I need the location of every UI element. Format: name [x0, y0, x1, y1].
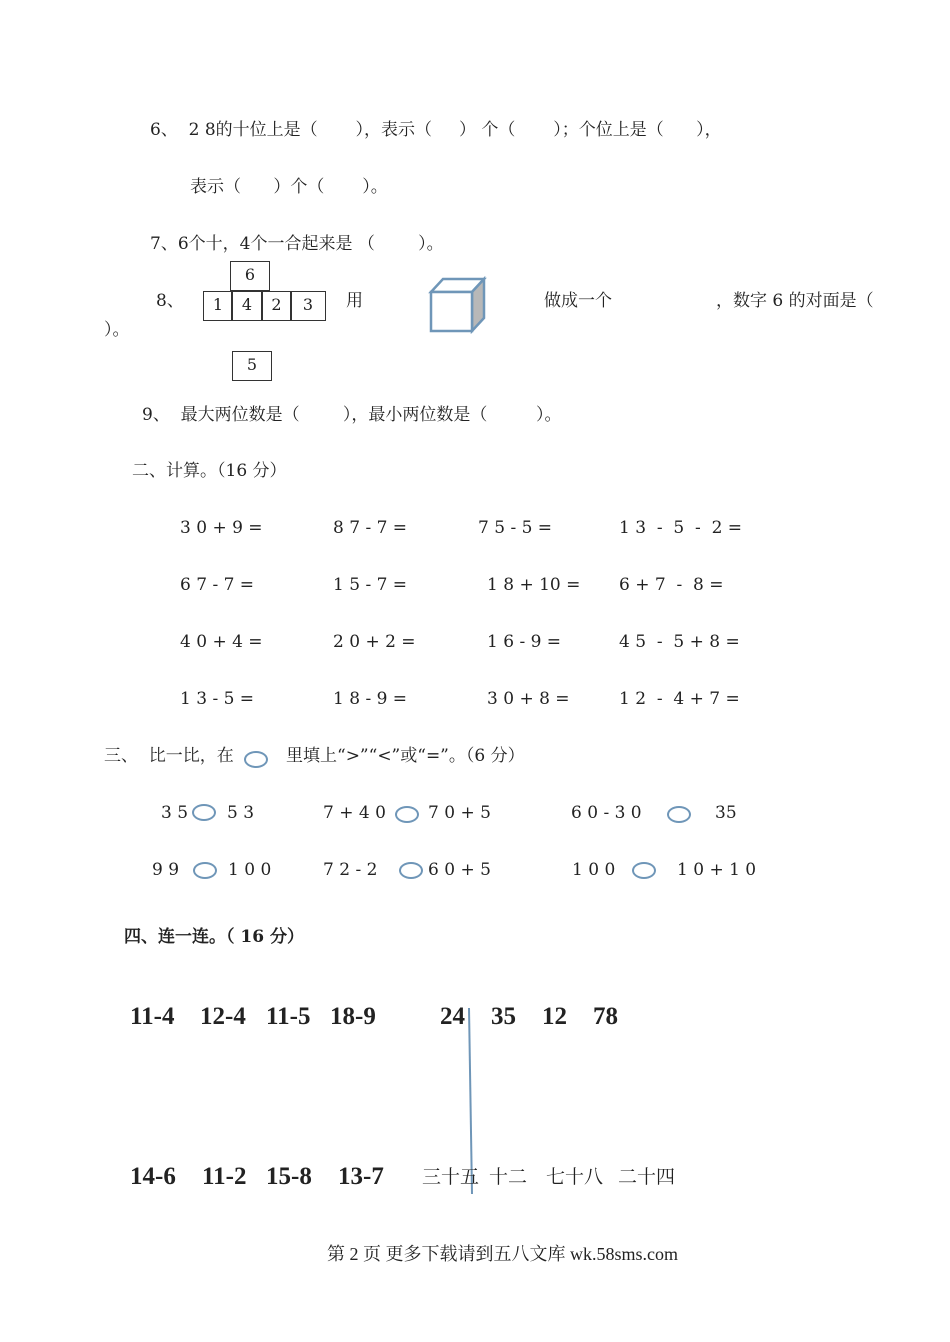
net-square-3: 2 — [261, 291, 292, 321]
compare-right: 7 0 + 5 — [428, 803, 491, 823]
match-expression: 12-4 — [200, 1003, 246, 1030]
compare-right: 5 3 — [227, 803, 255, 823]
question-7: 7、6个十，4个一合起来是 （ ）。 — [150, 234, 444, 254]
calc-item: 8 7 - 7 = — [333, 518, 408, 538]
section-3-title-a: 三、 比一比，在 — [104, 746, 234, 766]
match-number: 35 — [491, 1003, 516, 1030]
match-expression: 18-9 — [330, 1003, 376, 1030]
compare-circle[interactable] — [399, 862, 423, 879]
page-footer: 第 2 页 更多下载请到五八文库 wk.58sms.com — [327, 1244, 678, 1264]
match-expression: 11-5 — [266, 1003, 311, 1030]
calc-item: 1 3 - 5 - 2 = — [619, 518, 743, 538]
calc-item: 1 8 - 9 = — [333, 689, 408, 709]
cube-icon — [428, 276, 488, 334]
calc-item: 1 5 - 7 = — [333, 575, 408, 595]
match-number: 12 — [542, 1003, 567, 1030]
question-8-question: ，数字 6 的对面是（ — [716, 291, 874, 311]
compare-left: 9 9 — [152, 860, 180, 880]
net-square-top: 6 — [230, 261, 270, 291]
match-chinese-number: 二十四 — [618, 1166, 676, 1188]
net-square-2: 4 — [231, 291, 263, 321]
compare-left: 7 2 - 2 — [323, 860, 378, 880]
match-expression: 13-7 — [338, 1163, 384, 1190]
compare-right: 1 0 + 1 0 — [677, 860, 757, 880]
match-expression: 11-2 — [202, 1163, 247, 1190]
calc-item: 1 6 - 9 = — [487, 632, 562, 652]
compare-circle[interactable] — [192, 804, 216, 821]
calc-item: 3 0 + 8 = — [487, 689, 570, 709]
question-8-tail: ）。 — [104, 320, 130, 340]
question-8-use: 用 — [346, 291, 363, 311]
section-4-title: 四、连一连。（ 16 分） — [124, 927, 304, 947]
net-square-1: 1 — [203, 291, 233, 321]
calc-item: 6 + 7 - 8 = — [619, 575, 724, 595]
section-2-title: 二、计算。（16 分） — [132, 461, 287, 481]
compare-left: 6 0 - 3 0 — [571, 803, 642, 823]
compare-circle[interactable] — [632, 862, 656, 879]
calc-item: 2 0 + 2 = — [333, 632, 416, 652]
calc-item: 6 7 - 7 = — [180, 575, 255, 595]
match-expression: 14-6 — [130, 1163, 176, 1190]
calc-item: 3 0 + 9 = — [180, 518, 263, 538]
compare-right: 6 0 + 5 — [428, 860, 491, 880]
match-number: 24 — [440, 1003, 465, 1030]
compare-left: 7 + 4 0 — [323, 803, 386, 823]
calc-item: 1 3 - 5 = — [180, 689, 255, 709]
question-6-line2: 表示（ ）个（ ）。 — [190, 177, 388, 197]
match-chinese-number: 三十五 — [422, 1166, 480, 1188]
calc-item: 1 8 + 10 = — [487, 575, 581, 595]
calc-item: 1 2 - 4 + 7 = — [619, 689, 740, 709]
calc-item: 4 0 + 4 = — [180, 632, 263, 652]
compare-circle[interactable] — [395, 806, 419, 823]
section-3-title-b: 里填上“>”“<”或“=”。（6 分） — [286, 746, 525, 766]
compare-circle-icon — [244, 751, 268, 768]
match-chinese-number: 十二 — [489, 1166, 528, 1188]
compare-circle[interactable] — [193, 862, 217, 879]
question-8-make: 做成一个 — [544, 291, 612, 311]
net-square-4: 3 — [290, 291, 326, 321]
match-expression: 15-8 — [266, 1163, 312, 1190]
calc-item: 4 5 - 5 + 8 = — [619, 632, 740, 652]
net-square-bottom: 5 — [232, 351, 272, 381]
compare-right: 35 — [715, 803, 737, 823]
question-6-line1: 6、 2 8的十位上是（ ），表示（ ） 个（ ）；个位上是（ ）， — [150, 120, 722, 140]
question-9: 9、 最大两位数是（ ），最小两位数是（ ）。 — [142, 405, 562, 425]
question-8-label: 8、 — [156, 291, 184, 311]
compare-right: 1 0 0 — [228, 860, 272, 880]
match-chinese-number: 七十八 — [546, 1166, 604, 1188]
compare-circle[interactable] — [667, 806, 691, 823]
compare-left: 3 5 — [161, 803, 189, 823]
match-expression: 11-4 — [130, 1003, 175, 1030]
calc-item: 7 5 - 5 = — [478, 518, 553, 538]
match-number: 78 — [593, 1003, 618, 1030]
compare-left: 1 0 0 — [572, 860, 616, 880]
